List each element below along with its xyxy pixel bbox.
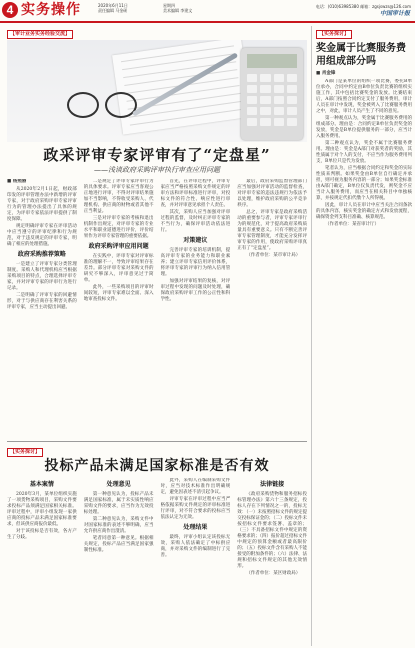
article-illustration [7,40,307,142]
author-affiliation: （作者单位：某区财政局） [246,571,301,576]
weekday: 星期四 [163,3,175,8]
paragraph: 二是明确了评审专家的回避情形，对于与供应商存在利害关系的评审专家，应当主动提出回避。 [7,293,77,310]
art-editor: 美术编辑 李建文 [163,8,193,13]
paragraph: 第一种意见认为，投标产品未满足国家标准，属于未实质性响应采购文件的要求，应当作为无效投标处理。 [83,492,154,515]
bottom-article [7,444,307,646]
paragraph: 笔者认为，应当根据合同约定和奖金的实际性质来判断。如果奖金由B单位自行确定并承担，则可视为服务内容的一部分；如果奖金标准由A部门确定，B单位仅负责代发，则奖金不应当计入服务费用，而应当在相关科目中单独核算，并按规定代扣代缴个人所得税。 [316,166,412,201]
section-heading: 基本案情 [29,481,54,488]
section-divider [7,441,307,442]
section-name: 实务操作 [21,2,81,18]
paragraph: 其次，采购人应当加强对评审过程的监督，及时纠正评审专家的不当行为，确保评审活动依法进行。 [160,210,231,233]
paragraph: 第二种意见认为，采购文件中对国家标准的表述不够明确，应当允许供应商作出澄清。 [83,517,154,534]
body-column-3 [161,478,231,646]
paragraph: 第一种观点认为，奖金属于比赛服务费用的组成部分。理由是：合同约定B单位负责奖金的发放，奖金是B单位提供服务的一部分，应当计入服务费用。 [316,116,412,139]
responsible-editor: 责任编辑 马金硕 [98,8,128,13]
paragraph: 最后，政府采购监督管理部门应当加强对评审活动的监督检查，对评审专家的违法违规行为依法予以处理，维护政府采购的公平竞争秩序。 [237,179,307,208]
contact-info: 电话：(010)63985380 邮箱：zgsjswzs@126.com [315,4,411,9]
paragraph: 首先，在评审过程中，评审专家应当严格按照采购文件规定的评审方法和评审标准进行评审，对投标文件的符合性、响应性进行审查，并对评审意见承担个人责任。 [160,179,231,208]
issue-info [98,3,128,13]
glasses-illustration [67,92,137,118]
paragraph: 完善评审专家的培训机制，提高评审专家的业务能力和职业素养；建立评审专家信用评价体系，将评审专家的评审行为纳入信用管理。 [160,248,231,277]
column-divider [311,26,312,646]
section-heading: 法律链接 [260,481,285,488]
paragraph: 评审专家在评审过程中应当严格依据采购文件规定的评审标准进行评审，对不符合要求的投标应当依法认定为无效。 [160,497,231,520]
sidebar-tag: 【实务探讨】 [316,30,352,39]
author-affiliation: （作者单位：某省审计厅） [325,222,379,227]
paragraph: 笔者同意第一种意见。根据相关规定，投标产品应当满足国家强制性标准。 [83,536,154,553]
paragraph: 在实践中，评审专家对评审标准的理解不一，导致评审结果存在差异。部分评审专家对采购文件的研究不够深入，评审意见过于简单。 [83,254,154,283]
paragraph: 第二种观点认为，奖金不属于比赛服务费用。理由是：奖金是A部门对获奖者的奖励，其性质属于对个人的支付，不应当作为服务费用列支，B单位只是代为发放。 [316,141,412,164]
paragraph: 最终，评审小组认定该投标无效，采购人依法确定了中标供应商，并对采购文件的编制进行了完善。 [160,535,231,558]
body-column-1 [7,179,77,437]
sidebar-body [316,79,412,644]
section-number: 4 [2,2,18,18]
calculator-icon [241,48,303,140]
paragraph: 此外，采购人在编制采购文件时，应当对技术标准作出明确规定，避免因表述不清引起争议。 [160,478,231,495]
body-column-3 [161,179,231,437]
paragraph: A部门是某单位的组织一项比赛，委托B单位承办，合同中约定由B单位负责比赛的组织实施工作，其中包括比赛奖金的发放。比赛结束后，A部门按照合同约定支付了服务费用，审计人员在审计中发现，奖金被列入了比赛服务费用之中，对此，审计人员产生了不同的意见。 [316,79,412,114]
section-heading: 对策建议 [183,237,208,244]
paragraph: 从2020年2月1日起，财政部印发的评审管理办法中新增的评审专家，对于政府采购评审专家评审行为的管理办法提出了具体的规定，为评审专家依法评审提供了制度保障。 [7,187,77,222]
article-headline: 政采评审专家评审有了“定盘星” [43,146,271,164]
body-column-4 [237,478,307,646]
section-heading: 政府采购评审应用问题 [88,243,149,250]
masthead [0,0,415,26]
paragraph: 规定明确评审专家在评审活动中应当遵守的评审纪律和行为规范，对于违反规定的评审专家，明确了相应的处理措施。 [7,224,77,247]
paragraph: 2020年3月，某单位组织实施了一项货物采购项目，采购文件要求投标产品须满足国家相关标准。评审过程中，评审小组发现一家供应商的投标产品未满足国家标准要求，但该供应商报价最低。 [7,492,77,527]
paragraph: 对于该投标是否有效，各方产生了分歧。 [7,529,77,540]
article-body [7,179,307,437]
paragraph: 此外，一些采购项目的评审时间较短，评审专家难以全面、深入地审查投标文件。 [83,285,154,302]
main-article [7,26,307,438]
paragraph: 因此，审计人员在审计中应当关注合同条款的具体内容，核实奖金的确定方式和发放流程，确保资金列支科目准确、核算规范。 [316,203,412,220]
masthead-rule [0,21,415,23]
article-headline: 投标产品未满足国家标准是否有效 [44,458,270,474]
column-tag: 【实务探讨】 [7,448,43,457]
article-byline: ■ 杨照丽 [7,179,27,184]
paragraph: 总之，评审专家是政府采购活动的重要参与者，评审专家评审行为的规范化，对于提高政府采购质量具有重要意义。只有不断完善评审专家管理制度，才能充分发挥评审专家的作用，使政府采购评审真正有了“定盘星”。 [237,210,307,251]
page-info [163,3,192,13]
issue-date: 2020年6月11日 [98,3,128,8]
paragraph: 加强对评审结果的复核，对评审过程中发现的问题及时处理，确保政府采购评审工作的公正性和科学性。 [160,279,231,302]
paragraph: 二是规定了评审专家评审行为的具体要求。评审专家应当客观公正地进行评审，不得对评审结果施加不当影响，不得收受采购人、代理机构、供应商的财物或者其他不正当利益。 [83,179,154,214]
paragraph: 《政府采购货物和服务招标投标管理办法》第六十三条规定，投标人存在下列情况之一的，投标无效：（一）未按照招标文件的规定提交投标保证金的；（二）投标文件未按招标文件要求签署、盖章的；（三）不具备招标文件中规定的资格要求的；（四）报价超过招标文件中规定的预算金额或者最高限价的；（五）投标文件含有采购人不能接受的附加条件的；（六）法律、法规和招标文件规定的其他无效情形。 [237,492,307,569]
section-heading: 政府采购推荐策略 [17,251,66,258]
body-column-1 [7,478,77,646]
sidebar-article [316,26,412,646]
article-subheadline: ——浅谈政府采购评审执行审查应用问题 [94,166,220,174]
body-column-2 [84,179,154,437]
article-body [7,478,307,646]
body-column-2 [84,478,154,646]
author-affiliation: （作者单位：某市审计局） [246,253,301,258]
sidebar-byline: ■ 肖金锋 [316,71,336,76]
sidebar-headline: 奖金属于比赛服务费用组成部分吗 [316,43,406,67]
paragraph: 三是对评审专家的考核和退出机制作出规定，对评审专家的专业水平和职业道德进行评价，评价结果作为评审专家管理的重要依据。 [83,216,154,239]
section-heading: 处理意见 [106,481,131,488]
column-tag: 【审计业务实务经验交流】 [7,30,73,39]
newspaper-brand: 中国审计报 [379,10,410,17]
section-heading: 处理结果 [183,524,208,531]
body-column-4 [237,179,307,437]
paragraph: 一是建立了评审专家分类管理制度。采购人和代理机构应当根据采购项目的特点，合理选择评审专家，并对评审专家的评审行为进行记录。 [7,262,77,291]
